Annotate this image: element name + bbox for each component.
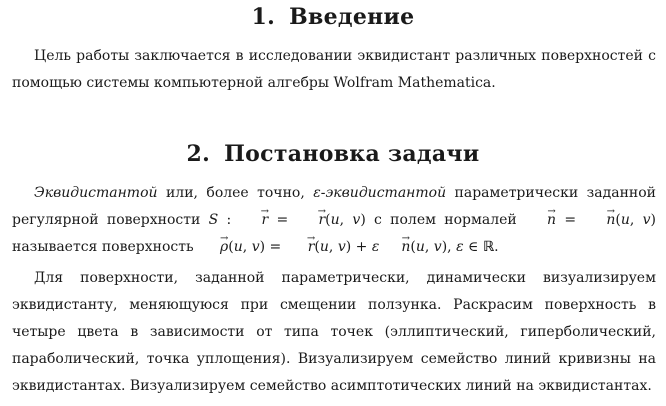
introduction-paragraph: Цель работы заключается в исследовании эквидистант различных поверхностей с помощью системы компьютерной алгебры Wolfram Mathematica. xyxy=(12,48,656,91)
section-heading-introduction xyxy=(0,4,666,30)
section-title-text: Введение xyxy=(289,4,415,30)
formula-equidistant: → ρ xyxy=(198,234,228,261)
definition-text: или, более точно, xyxy=(157,185,314,201)
task-paragraph: Для поверхности, заданной параметрически, динамически визуализируем эквидистанту, меняющуюся при смещении ползунка. Раскрасим поверхность в четыре цвета в зависимости от типа точек (эллиптический, гиперболический, параболический, точка уплощения). Визуализируем семейство линий кривизны на эквидистантах. Визуализируем семейство асимптотических линий на эквидистантах. xyxy=(12,270,656,394)
definition-text: с полем нормалей xyxy=(365,212,526,228)
formula-surface: S xyxy=(208,212,219,228)
formula-normal: → n xyxy=(525,207,556,234)
section-number: 2. xyxy=(186,141,211,167)
term-epsilon-equidistant: ε-эквидистантой xyxy=(313,185,447,201)
section-heading-problem-statement xyxy=(0,141,666,167)
term-equidistant: Эквидистантой xyxy=(34,185,158,201)
definition-paragraph: Эквидистантой или, более точно, ε-эквидистантой параметрически заданной регулярной поверхности S : → r = → r(u, v) с полем нормалей → n = → n(u, v) называется поверхность → ρ(u, v) = → r(u, v) + ε→ n(u, v), ε ∈ ℝ. xyxy=(12,180,656,261)
section-title-text: Постановка задачи xyxy=(224,141,480,167)
section-number: 1. xyxy=(251,4,276,30)
definition-text: параметрически заданной регулярной поверхности xyxy=(12,185,656,228)
definition-text: называется поверхность xyxy=(12,239,199,255)
